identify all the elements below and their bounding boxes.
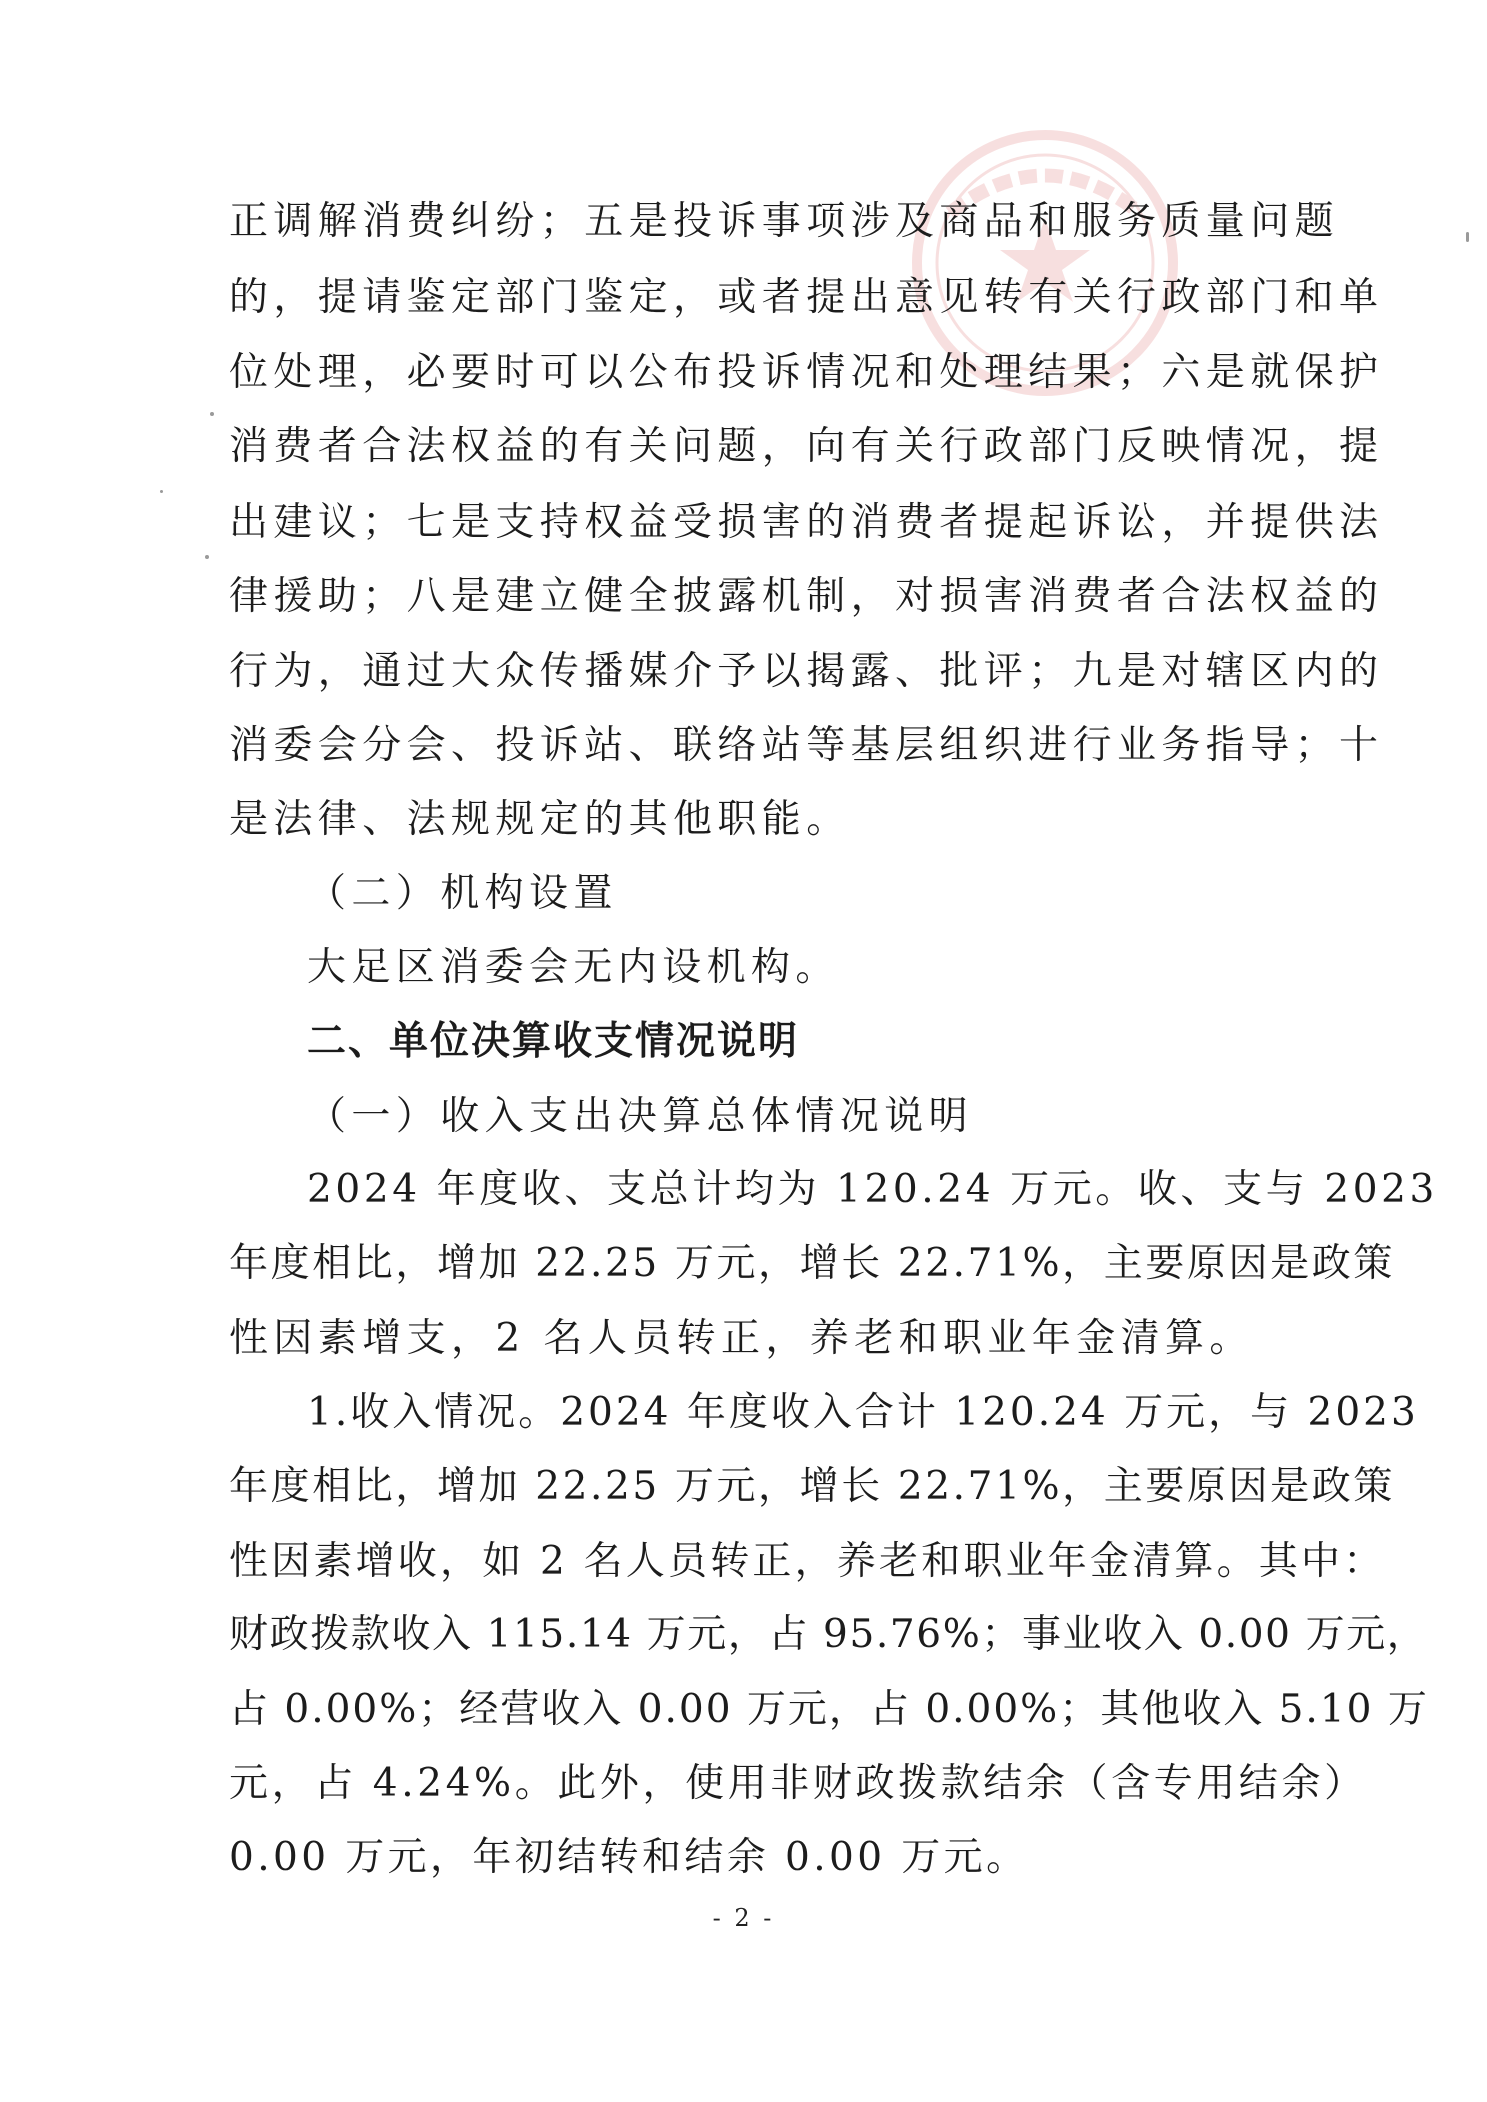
scan-speck bbox=[160, 490, 163, 493]
body-line: 财政拨款收入 115.14 万元，占 95.76%；事业收入 0.00 万元， bbox=[229, 1612, 1428, 1657]
body-line: 正调解消费纠纷；五是投诉事项涉及商品和服务质量问题 bbox=[229, 199, 1340, 244]
body-line: 年度相比，增加 22.25 万元，增长 22.71%，主要原因是政策 bbox=[229, 1241, 1395, 1286]
section-heading: 二、单位决算收支情况说明 bbox=[307, 1019, 800, 1064]
body-line: 2024 年度收、支总计均为 120.24 万元。收、支与 2023 bbox=[307, 1167, 1438, 1212]
scan-speck bbox=[205, 555, 209, 559]
scan-speck bbox=[210, 412, 214, 416]
body-line: 性因素增支，2 名人员转正，养老和职业年金清算。 bbox=[229, 1316, 1254, 1361]
body-line: 0.00 万元，年初结转和结余 0.00 万元。 bbox=[229, 1835, 1029, 1880]
scan-speck bbox=[1466, 232, 1469, 242]
body-line: 出建议；七是支持权益受损害的消费者提起诉讼，并提供法 bbox=[229, 500, 1384, 545]
body-line: 性因素增收，如 2 名人员转正，养老和职业年金清算。其中： bbox=[229, 1539, 1386, 1584]
page-number: - 2 - bbox=[712, 1904, 775, 1932]
body-line: 的，提请鉴定部门鉴定，或者提出意见转有关行政部门和单 bbox=[229, 275, 1384, 320]
section-subheading: （二）机构设置 bbox=[307, 871, 618, 916]
body-line: 位处理，必要时可以公布投诉情况和处理结果；六是就保护 bbox=[229, 350, 1384, 395]
body-line: 占 0.00%；经营收入 0.00 万元，占 0.00%；其他收入 5.10 万 bbox=[229, 1687, 1429, 1732]
body-line: 律援助；八是建立健全披露机制，对损害消费者合法权益的 bbox=[229, 574, 1384, 619]
body-line: 消委会分会、投诉站、联络站等基层组织进行业务指导；十 bbox=[229, 723, 1384, 768]
body-line: 是法律、法规规定的其他职能。 bbox=[229, 797, 851, 842]
body-line: 行为，通过大众传播媒介予以揭露、批评；九是对辖区内的 bbox=[229, 649, 1384, 694]
section-subheading: （一）收入支出决算总体情况说明 bbox=[307, 1094, 974, 1139]
body-line: 大足区消委会无内设机构。 bbox=[307, 945, 840, 990]
body-line: 年度相比，增加 22.25 万元，增长 22.71%，主要原因是政策 bbox=[229, 1464, 1395, 1509]
body-line: 1.收入情况。2024 年度收入合计 120.24 万元，与 2023 bbox=[307, 1390, 1419, 1435]
body-line: 元，占 4.24%。此外，使用非财政拨款结余（含专用结余） bbox=[229, 1761, 1367, 1806]
body-line: 消费者合法权益的有关问题，向有关行政部门反映情况，提 bbox=[229, 424, 1384, 469]
